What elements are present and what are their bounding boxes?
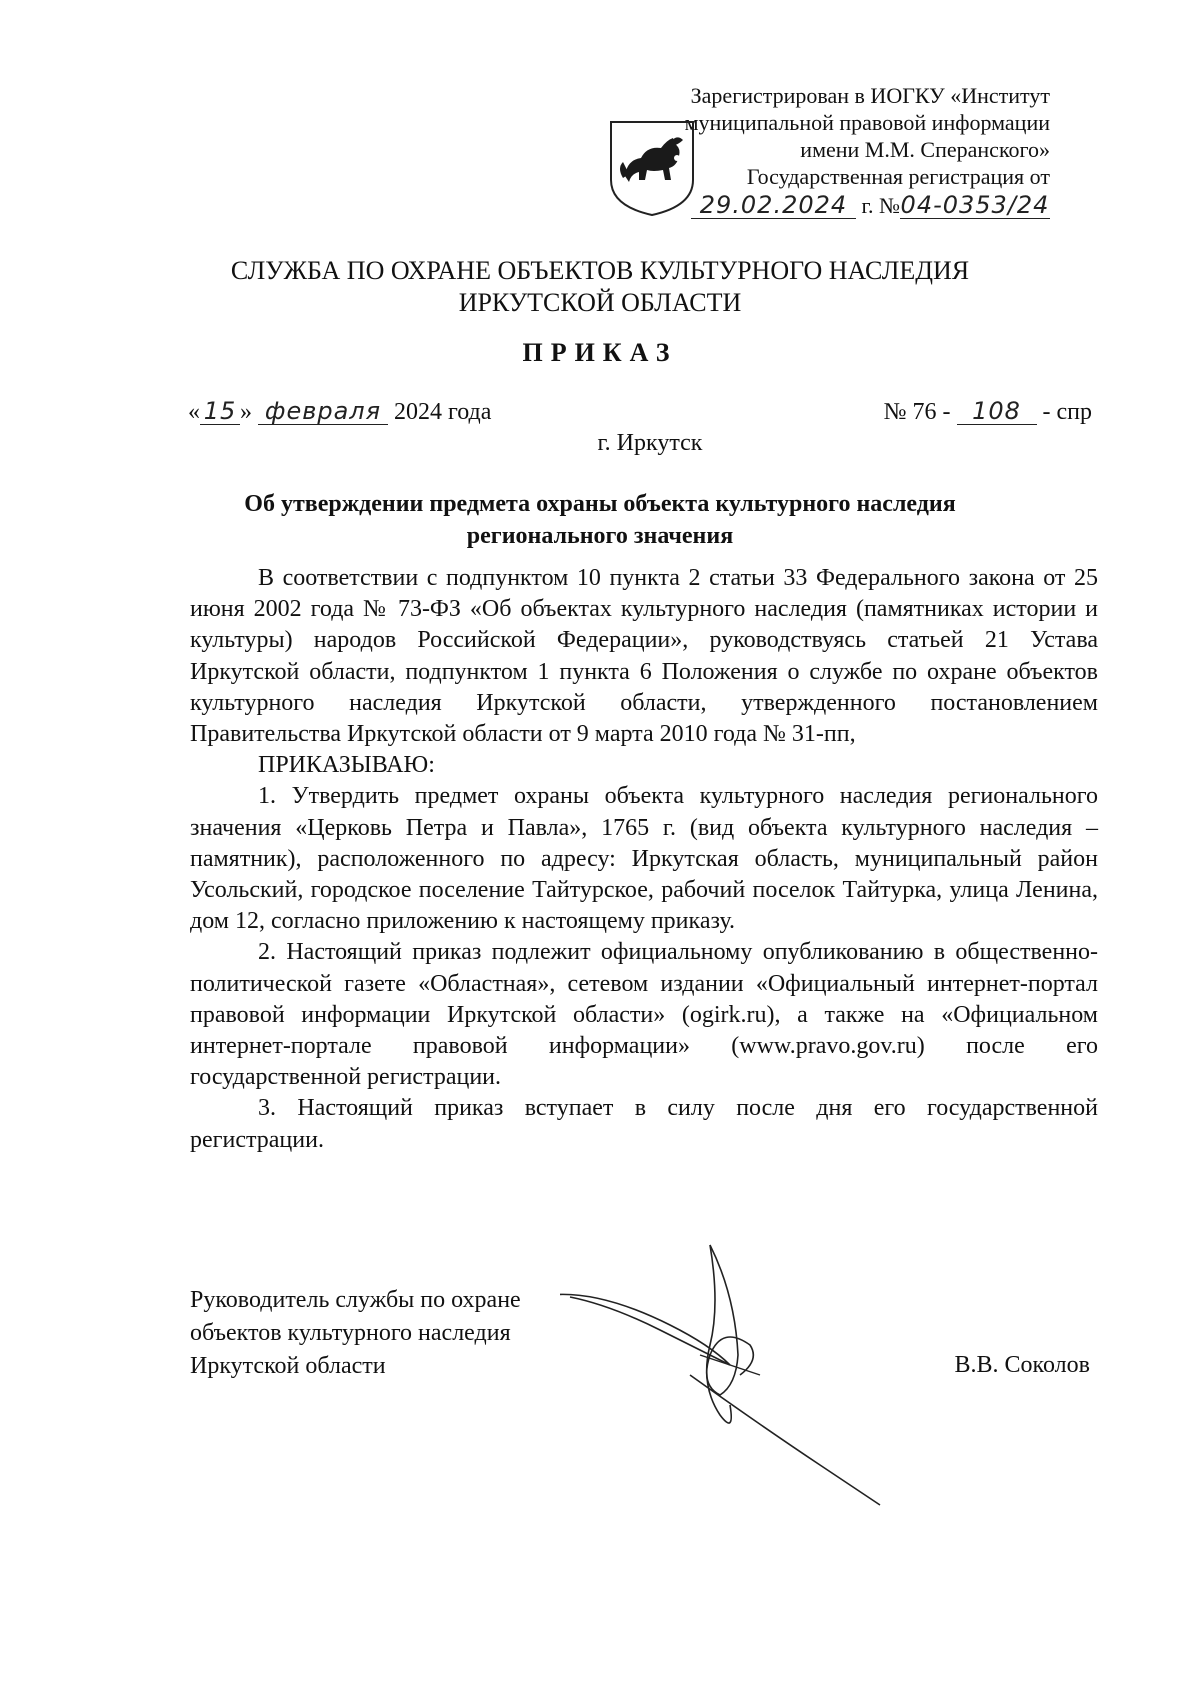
- registration-line: имени М.М. Сперанского»: [800, 137, 1050, 162]
- signatory-line: объектов культурного наследия: [190, 1320, 511, 1346]
- order-item-3: 3. Настоящий приказ вступает в силу после дня его государственной регистрации.: [190, 1095, 1098, 1153]
- order-subject: [150, 488, 1050, 552]
- number-prefix: № 76 -: [883, 399, 951, 425]
- registration-line: муниципальной правовой информации: [684, 110, 1050, 135]
- signatory-line: Руководитель службы по охране: [190, 1287, 521, 1313]
- order-item-1: 1. Утвердить предмет охраны объекта культурного наследия регионального значения «Церковь Петра и Павла», 1765 г. (вид объекта культурного наследия – памятник), расположенного по адресу: Иркутская область, муниципальный район Усольский, городское поселение Тайтурское, рабочий поселок Тайтурка, улица Ленина, дом 12, согласно приложению к настоящему приказу.: [190, 783, 1098, 935]
- subject-line: регионального значения: [466, 523, 734, 549]
- agency-line: СЛУЖБА ПО ОХРАНЕ ОБЪЕКТОВ КУЛЬТУРНОГО НАСЛЕДИЯ: [230, 256, 970, 285]
- signatory-line: Иркутской области: [190, 1353, 386, 1379]
- registration-line: Государственная регистрация от: [746, 164, 1050, 189]
- registration-mid: г. №: [861, 193, 900, 218]
- order-item-2: 2. Настоящий приказ подлежит официальному опубликованию в общественно-политической газете «Областная», сетевом издании «Официальный интернет-портал правовой информации Иркутской области» (ogirk.ru), а также на «Официальном интернет-портале правовой информации» (www.pravo.gov.ru) после его государственной регистрации.: [190, 939, 1098, 1091]
- signatory-name: В.В. Соколов: [954, 1352, 1090, 1378]
- date-month: февраля: [258, 398, 388, 425]
- signatory-title: [190, 1284, 521, 1383]
- date-open-quote: «: [188, 399, 200, 425]
- order-word: ПРИКАЗЫВАЮ:: [258, 752, 435, 779]
- date-day: 15: [200, 398, 240, 425]
- date-close-quote: »: [240, 399, 252, 425]
- handwritten-signature: [560, 1235, 910, 1515]
- registration-line: Зарегистрирован в ИОГКУ «Институт: [690, 83, 1050, 108]
- preamble-paragraph: В соответствии с подпунктом 10 пункта 2 статьи 33 Федерального закона от 25 июня 2002 года № 73-ФЗ «Об объектах культурного наследия (памятниках истории и культуры) народов Российской Федерации», руководствуясь статьей 21 Устава Иркутской области, подпунктом 1 пункта 6 Положения о службе по охране объектов культурного наследия Иркутской области, утвержденного постановлением Правительства Иркутской области от 9 марта 2010 года № 31-пп,: [190, 565, 1098, 748]
- registration-date: 29.02.2024: [691, 192, 856, 219]
- agency-name: [150, 255, 1050, 319]
- coat-of-arms-icon: [607, 118, 697, 218]
- order-date: [188, 398, 491, 426]
- date-year: 2024 года: [394, 399, 492, 425]
- number-suffix: - спр: [1042, 399, 1092, 425]
- subject-line: Об утверждении предмета охраны объекта культурного наследия: [244, 491, 956, 517]
- order-body: [190, 563, 1098, 1156]
- document-type: ПРИКАЗ: [522, 338, 678, 367]
- registration-number: 04-0353/24: [900, 191, 1050, 219]
- order-number: [884, 398, 1092, 426]
- city: г. Иркутск: [597, 430, 703, 456]
- agency-line: ИРКУТСКОЙ ОБЛАСТИ: [458, 288, 742, 317]
- number-value: 108: [957, 398, 1037, 425]
